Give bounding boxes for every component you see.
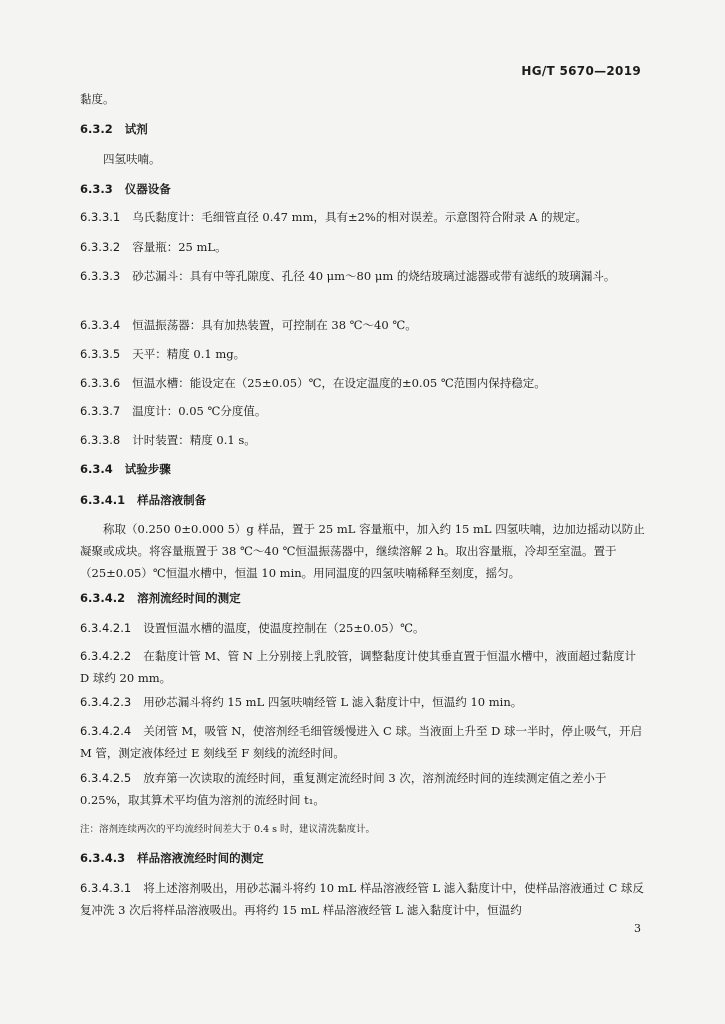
note-text: 注：溶剂连续两次的平均流经时间差大于 0.4 s 时，建议清洗黏度计。 xyxy=(80,824,376,835)
clause-6-3-3-1: 6.3.3.1 乌氏黏度计：毛细管直径 0.47 mm，具有±2%的相对误差。示意图符合附录 A 的规定。 xyxy=(80,210,587,224)
section-heading-6-3-4-3: 6.3.4.3 样品溶液流经时间的测定 xyxy=(80,851,264,865)
clause-6-3-4-2-1: 6.3.4.2.1 设置恒温水槽的温度，使温度控制在（25±0.05）℃。 xyxy=(80,621,425,635)
sample-prep-paragraph: 称取（0.250 0±0.000 5）g 样品，置于 25 mL 容量瓶中，加入约 15 mL 四氢呋喃，边加边摇动以防止凝聚或成块。将容量瓶置于 38 ℃～40 ℃恒温振荡器中，继续溶解 2 h。取出容量瓶，冷却至室温。置于（25±0.05）℃恒温水槽中，恒温 10 min。用同温度的四氢呋喃稀释至刻度，摇匀。 xyxy=(80,522,645,580)
clause-6-3-4-2-4: 6.3.4.2.4 关闭管 M，吸管 N，使溶剂经毛细管缓慢进入 C 球。当液面上升至 D 球一半时，停止吸气，开启 M 管，测定液体经过 E 刻线至 F 刻线的流经时间。 xyxy=(80,724,643,760)
clause-6-3-4-2-3: 6.3.4.2.3 用砂芯漏斗将约 15 mL 四氢呋喃经管 L 滤入黏度计中，恒温约 10 min。 xyxy=(80,695,523,709)
clause-6-3-3-3: 6.3.3.3 砂芯漏斗：具有中等孔隙度、孔径 40 μm～80 μm 的烧结玻璃过滤器或带有滤纸的玻璃漏斗。 xyxy=(80,269,616,283)
clause-6-3-4-2-2: 6.3.4.2.2 在黏度计管 M、管 N 上分别接上乳胶管，调整黏度计使其垂直置于恒温水槽中，液面超过黏度计 D 球约 20 mm。 xyxy=(80,649,637,685)
section-heading-6-3-3: 6.3.3 仪器设备 xyxy=(80,182,171,196)
clause-6-3-3-4: 6.3.3.4 恒温振荡器：具有加热装置，可控制在 38 ℃～40 ℃。 xyxy=(80,318,417,332)
continued-text: 黏度。 xyxy=(80,92,115,106)
section-heading-6-3-4: 6.3.4 试验步骤 xyxy=(80,462,171,476)
clause-6-3-3-8: 6.3.3.8 计时装置：精度 0.1 s。 xyxy=(80,433,256,447)
section-heading-6-3-4-1: 6.3.4.1 样品溶液制备 xyxy=(80,493,207,507)
clause-6-3-3-5: 6.3.3.5 天平：精度 0.1 mg。 xyxy=(80,347,246,361)
clause-6-3-4-3-1: 6.3.4.3.1 将上述溶剂吸出，用砂芯漏斗将约 10 mL 样品溶液经管 L 滤入黏度计中，使样品溶液通过 C 球反复冲洗 3 次后将样品溶液吸出。再将约 15 mL 样品溶液经管 L 滤入黏度计中，恒温约 xyxy=(80,881,644,917)
clause-6-3-3-7: 6.3.3.7 温度计：0.05 ℃分度值。 xyxy=(80,404,267,418)
section-heading-6-3-4-2: 6.3.4.2 溶剂流经时间的测定 xyxy=(80,591,241,605)
clause-6-3-4-2-5: 6.3.4.2.5 放弃第一次读取的流经时间，重复测定流经时间 3 次，溶剂流经时间的连续测定值之差小于 0.25%，取其算术平均值为溶剂的流经时间 t₁。 xyxy=(80,771,607,807)
clause-6-3-3-6: 6.3.3.6 恒温水槽：能设定在（25±0.05）℃，在设定温度的±0.05 ℃范围内保持稳定。 xyxy=(80,376,546,390)
reagent-paragraph: 四氢呋喃。 xyxy=(103,152,161,166)
section-heading-6-3-2: 6.3.2 试剂 xyxy=(80,122,148,136)
page-number: 3 xyxy=(634,922,641,935)
clause-6-3-3-2: 6.3.3.2 容量瓶：25 mL。 xyxy=(80,240,227,254)
standard-code-header: HG/T 5670—2019 xyxy=(521,64,641,78)
